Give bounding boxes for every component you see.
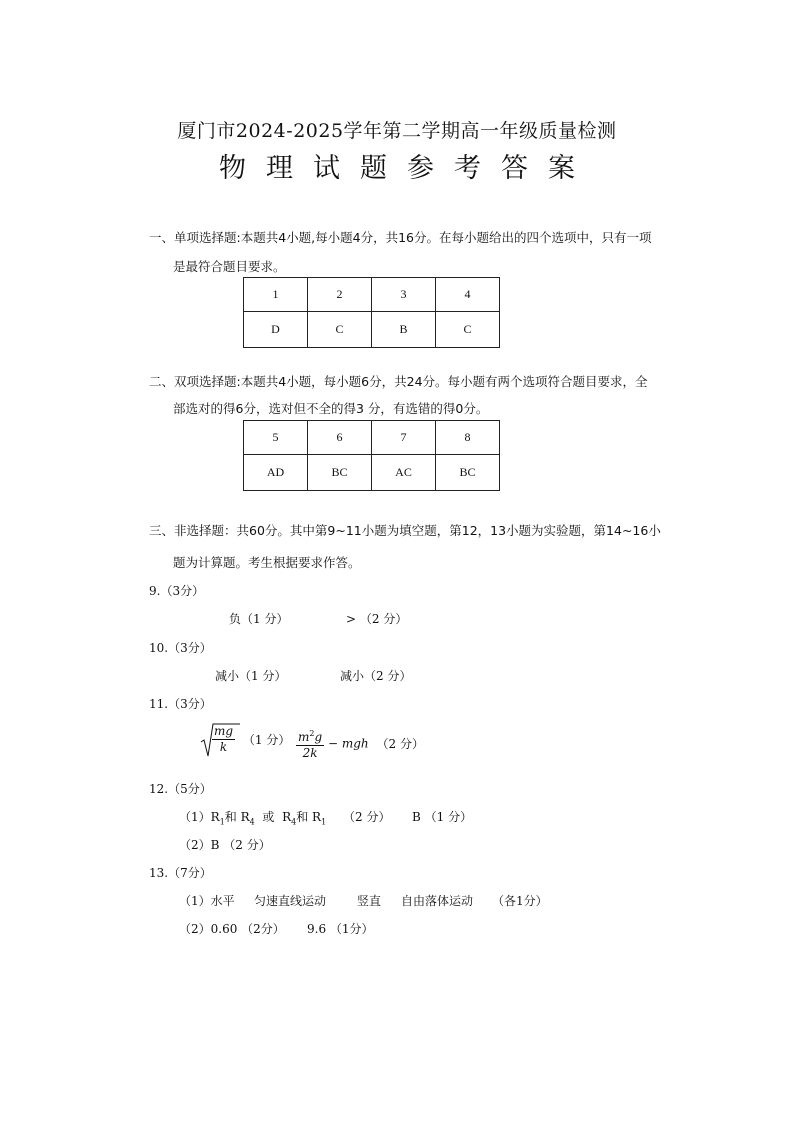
table-cell: BC [436, 455, 500, 491]
fraction-denominator: 2k [302, 746, 318, 760]
fraction-numerator: $m^2g$ [296, 726, 324, 746]
q12-score-1: （2 分） [343, 810, 391, 824]
table-row [244, 278, 500, 312]
table-cell: 7 [372, 421, 436, 455]
q13-answer-b: 竖直 [357, 894, 382, 908]
table-cell: C [308, 312, 372, 348]
q12-label: 12.（5分） [149, 782, 212, 796]
q13-line1-part: （1）水平 [179, 894, 235, 908]
table-cell: B [372, 312, 436, 348]
section2-heading-line2: 部选对的得6分，选对但不全的得3 分，有选错的得0分。 [173, 401, 489, 416]
table-cell: C [436, 312, 500, 348]
section1-heading-line2: 是最符合题目要求。 [173, 259, 286, 274]
table-cell: 5 [244, 421, 308, 455]
section2-answer-table [243, 420, 500, 491]
minus-term: − mgh [328, 736, 369, 751]
q9-answer-2: > （2 分） [346, 612, 408, 626]
table-cell: 1 [244, 278, 308, 312]
table-row [244, 421, 500, 455]
section2-heading-line1: 二、双项选择题:本题共4小题，每小题6分，共24分。每小题有两个选项符合题目要求，全 [149, 374, 648, 389]
sqrt-expression [200, 724, 235, 755]
table-cell: D [244, 312, 308, 348]
table-row [244, 455, 500, 491]
q12-line1: $(1)R_1$和 $R_4$ 或 $R_4$和 $R_1$ [179, 810, 327, 827]
q13-line2: （2）0.60 （2分） [179, 922, 285, 936]
q10-label: 10.（3分） [149, 641, 212, 655]
q11-answer-2 [296, 726, 424, 761]
table-cell: AC [372, 455, 436, 491]
document-title: 厦门市2024-2025学年第二学期高一年级质量检测 [177, 120, 617, 142]
q12-line2: （2）B （2 分） [179, 838, 271, 852]
table-cell: 4 [436, 278, 500, 312]
radical-sign-icon [200, 720, 240, 760]
section3-heading-line1: 三、非选择题：共60分。其中第9~11小题为填空题，第12，13小题为实验题，第14~16小 [149, 523, 661, 538]
table-cell: 2 [308, 278, 372, 312]
q11-score-2: （2 分） [376, 737, 424, 751]
fraction-numerator: mg [214, 724, 234, 738]
q9-answer-1: 负（1 分） [229, 612, 289, 626]
q11-answer-1 [200, 724, 290, 755]
q13-label: 13.（7分） [149, 866, 212, 880]
fraction-denominator: k [219, 740, 228, 754]
fraction [296, 726, 324, 761]
table-cell: 3 [372, 278, 436, 312]
q13-answer-c: 自由落体运动 [401, 894, 474, 908]
table-cell: BC [308, 455, 372, 491]
q10-answer-1: 减小（1 分） [215, 669, 287, 683]
q9-label: 9.（3分） [149, 584, 205, 598]
q11-label: 11.（3分） [149, 697, 212, 711]
table-cell: AD [244, 455, 308, 491]
q13-answer-2b: 9.6 （1分） [307, 922, 374, 936]
q13-answer-a: 匀速直线运动 [254, 894, 327, 908]
section1-heading-line1: 一、单项选择题:本题共4小题,每小题4分，共16分。在每小题给出的四个选项中，只有一项 [149, 230, 652, 245]
section1-answer-table [243, 277, 500, 348]
document-subtitle: 物理试题参考答案 [219, 153, 595, 184]
q13-score-1: （各1分） [492, 894, 548, 908]
q12-answer-b: B （1 分） [412, 810, 473, 824]
section3-heading-line2: 题为计算题。考生根据要求作答。 [173, 555, 361, 570]
table-row [244, 312, 500, 348]
q11-score-1: （1 分） [242, 733, 291, 747]
q10-answer-2: 减小（2 分） [340, 669, 412, 683]
table-cell: 8 [436, 421, 500, 455]
table-cell: 6 [308, 421, 372, 455]
